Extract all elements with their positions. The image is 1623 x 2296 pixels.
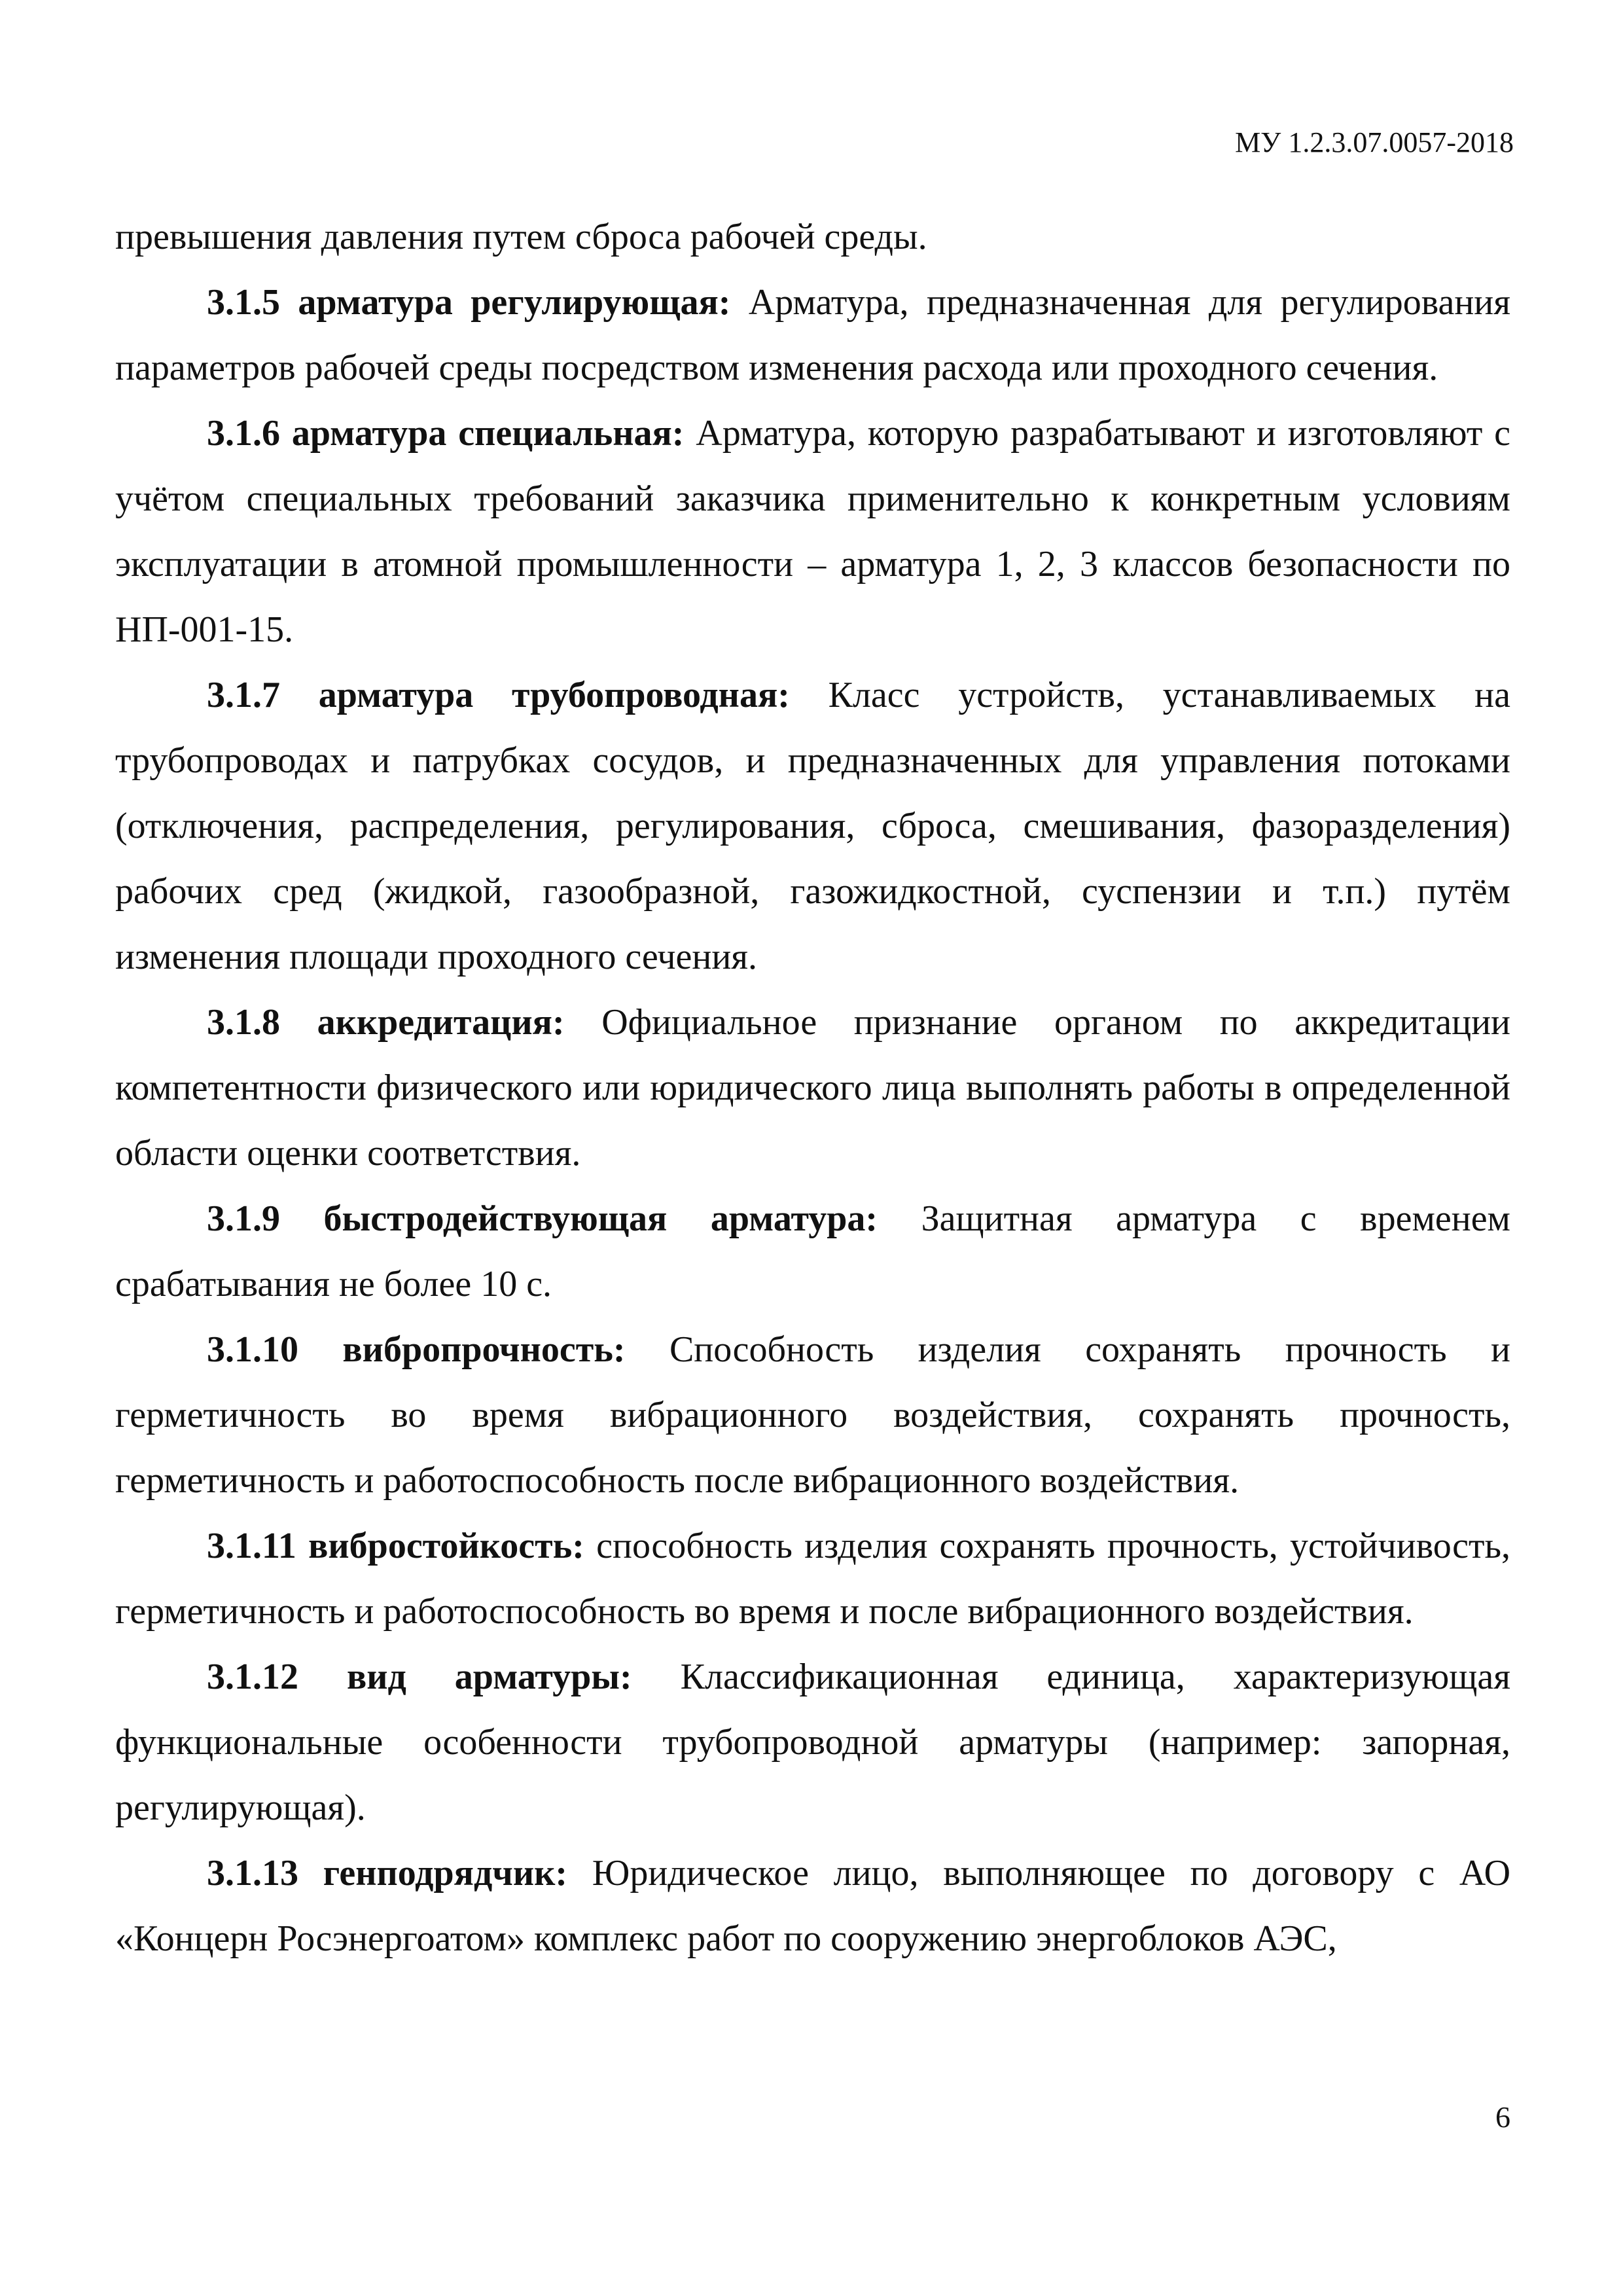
definition-term: 3.1.12 вид арматуры:: [207, 1657, 632, 1697]
definition-text: Официальное признание органом по аккредитации компетентности физического или юридического лица выполнять работы в определенной области оценки соответствия.: [115, 1002, 1511, 1174]
document-body: [115, 204, 1510, 1971]
document-code-header: МУ 1.2.3.07.0057-2018: [1235, 126, 1514, 158]
definition-3-1-11: [115, 1513, 1510, 1644]
definition-3-1-13: [115, 1840, 1510, 1971]
definition-3-1-10: [115, 1317, 1510, 1513]
definition-3-1-6: [115, 401, 1510, 662]
definition-text: Классификационная единица, характеризующая функциональные особенности трубопроводной арматуры (например: запорная, регулирующая).: [115, 1657, 1511, 1828]
definition-text: Арматура, предназначенная для регулирования параметров рабочей среды посредством изменения расхода или проходного сечения.: [115, 282, 1511, 388]
definition-text: Способность изделия сохранять прочность и герметичность во время вибрационного воздействия, сохранять прочность, герметичность и работоспособность после вибрационного воздействия.: [115, 1329, 1510, 1501]
definition-text: Юридическое лицо, выполняющее по договору с АО «Концерн Росэнергоатом» комплекс работ по сооружению энергоблоков АЭС,: [115, 1853, 1511, 1959]
definition-term: 3.1.11 вибростойкость:: [207, 1526, 584, 1566]
definition-term: 3.1.5 арматура регулирующая:: [207, 282, 731, 323]
page-number: 6: [1495, 2100, 1510, 2134]
definition-term: 3.1.8 аккредитация:: [207, 1002, 565, 1043]
definition-text: Класс устройств, устанавливаемых на трубопроводах и патрубках сосудов, и предназначенных для управления потоками (отключения, распределения, регулирования, сброса, смешивания, фазоразделения) рабочих сред (жидкой, газообразной, газожидкостной, суспензии и т.п.) путём изменения площади проходного сечения.: [115, 675, 1510, 977]
definition-3-1-8: [115, 990, 1510, 1186]
definition-term: 3.1.9 быстродействующая арматура:: [207, 1198, 878, 1239]
definition-term: 3.1.6 арматура специальная:: [207, 413, 685, 454]
definition-3-1-12: [115, 1644, 1510, 1840]
definition-text: способность изделия сохранять прочность, устойчивость, герметичность и работоспособность во время и после вибрационного воздействия.: [115, 1526, 1511, 1632]
definition-term: 3.1.10 вибропрочность:: [207, 1329, 626, 1370]
definition-3-1-5: [115, 270, 1510, 401]
definition-3-1-7: [115, 662, 1510, 990]
definition-term: 3.1.7 арматура трубопроводная:: [207, 675, 790, 715]
definition-text: Защитная арматура с временем срабатывания не более 10 с.: [115, 1198, 1510, 1304]
definition-3-1-9: [115, 1186, 1510, 1317]
continuation-paragraph: превышения давления путем сброса рабочей среды.: [115, 217, 927, 257]
definition-text: Арматура, которую разрабатывают и изготовляют с учётом специальных требований заказчика применительно к конкретным условиям эксплуатации в атомной промышленности – арматура 1, 2, 3 классов безопасности по НП-001-15.: [115, 413, 1511, 650]
definition-term: 3.1.13 генподрядчик:: [207, 1853, 568, 1893]
